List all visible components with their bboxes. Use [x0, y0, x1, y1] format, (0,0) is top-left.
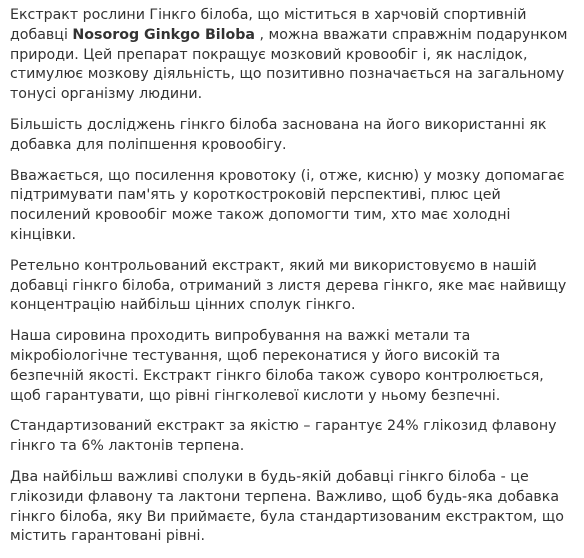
paragraph-memory: Вважається, що посилення кровотоку (і, отже, кисню) у мозку допомагає підтримувати пам'ять у короткостроковій перспективі, плюс цей посилений кровообіг може також допомогти тим, хто має холодні кінцівки.	[10, 167, 565, 243]
paragraph-testing: Наша сировина проходить випробування на важкі метали та мікробіологічне тестування, щоб переконатися у його високій та безпечній якості. Екстракт гінкго білоба також суворо контролюється, щоб гарантувати, що рівні гінгколевої кислоти у ньому безпечні.	[10, 328, 544, 404]
product-description	[10, 6, 570, 558]
paragraph-circulation: Більшість досліджень гінкго білоба заснована на його використанні як добавка для поліпшення кровообігу.	[10, 116, 547, 153]
intro-text-end: , можна вважати справжнім подарунком природи. Цей препарат покращує мозковий кровообіг і, як наслідок, стимулює мозкову діяльність, що позитивно позначається на загальному тонусі організму людини.	[10, 26, 568, 103]
paragraph-intro	[10, 6, 570, 105]
paragraph-standardization: Стандартизований екстракт за якістю – гарантує 24% глікозид флавону гінкго та 6% лактонів терпена.	[10, 418, 557, 455]
intro-text-start: Екстракт рослини Гінкго білоба, що міститься в харчовій спортивній добавці	[10, 7, 527, 43]
paragraph-extract: Ретельно контрольований екстракт, який ми використовуємо в нашій добавці гінкго білоба, отриманий з листя дерева гінкго, яке має найвищу концентрацію найбільш цінних сполук гінкго.	[10, 257, 567, 314]
product-name: Nosorog Ginkgo Biloba	[72, 26, 255, 43]
paragraph-compounds: Два найбільш важливі сполуки в будь-якій добавці гінкго білоба - це глікозиди флавону та лактони терпена. Важливо, щоб будь-яка добавка гінкго білоба, яку Ви приймаєте, була стандартизованим екстрактом, що містить гарантовані рівні.	[10, 468, 564, 545]
